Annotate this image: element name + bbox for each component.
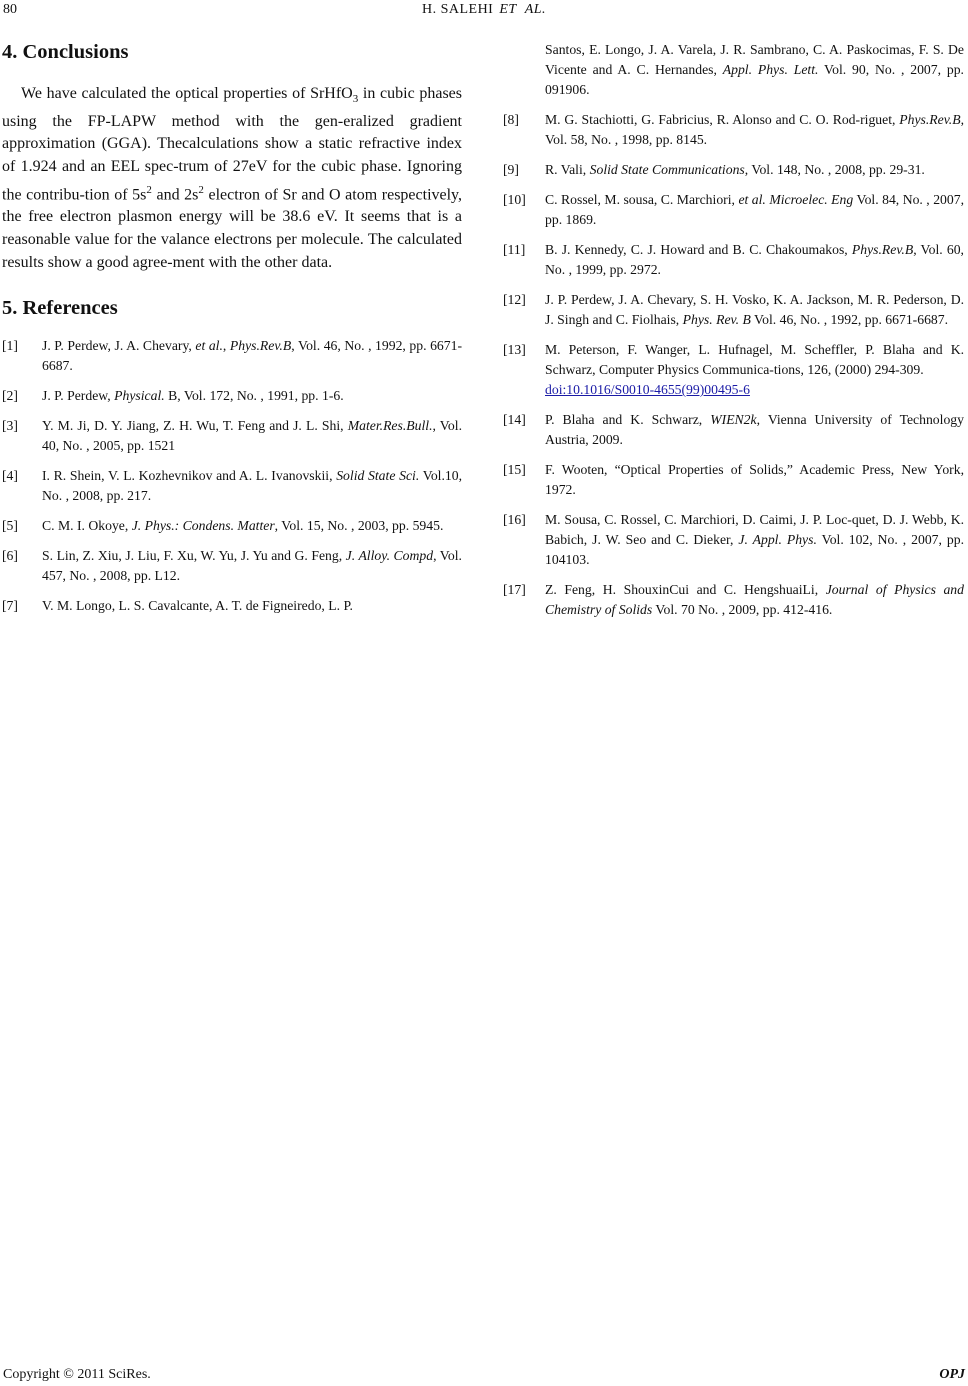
- reference-text: Vol. 102, No. , 2007, pp. 104103.: [545, 532, 964, 567]
- reference-text: Vol. 46, No. , 1992, pp. 6671-6687.: [750, 312, 949, 327]
- reference-italic: et al.: [195, 338, 223, 354]
- reference-item-continuation: [503, 40, 964, 100]
- conclusions-text-1: We have calculated the optical properties of SrHfO: [21, 85, 353, 102]
- reference-item: [503, 290, 964, 330]
- right-column: [503, 40, 964, 630]
- reference-text: B, Vol. 172, No. , 1991, pp. 1-6.: [164, 388, 344, 404]
- reference-text: Vol.10, No. , 2008, pp. 217.: [42, 468, 462, 504]
- reference-item: [503, 110, 964, 150]
- reference-number: [4]: [2, 468, 18, 484]
- reference-journal: Phys.Rev.B: [899, 112, 961, 127]
- reference-journal: J. Phys.: Condens. Matter: [131, 518, 275, 534]
- reference-text: P. Blaha and K. Schwarz,: [545, 412, 711, 427]
- reference-text: J. P. Perdew, J. A. Chevary, S. H. Vosko, K. A. Jackson, M. R. Pederson, D. J. Singh and C. Fiolhais,: [545, 292, 964, 327]
- conclusions-text-4: electron of Sr and O atom respectively, the free electron plasmon energy will be 38.6 eV. It seems that is a reasonable value for the valance electrons per molecule. The calculated results show a good agree-ment with the other data.: [2, 185, 463, 271]
- page-header: [3, 2, 965, 24]
- reference-item: [503, 340, 964, 400]
- reference-text: J. P. Perdew,: [42, 388, 115, 404]
- journal-abbreviation: OPJ: [939, 1367, 965, 1382]
- reference-text: Z. Feng, H. ShouxinCui and C. HengshuaiLi,: [545, 582, 826, 597]
- reference-text: Y. M. Ji, D. Y. Jiang, Z. H. Wu, T. Feng and J. L. Shi,: [42, 418, 348, 434]
- reference-journal: Phys.Rev.B: [229, 338, 292, 354]
- reference-journal: Solid State Sci.: [336, 468, 420, 484]
- reference-text: M. G. Stachiotti, G. Fabricius, R. Alonso and C. O. Rod-riguet,: [545, 112, 900, 127]
- conclusions-superscript-2: 2: [198, 183, 204, 196]
- conclusions-heading: 4. Conclusions: [2, 41, 129, 63]
- reference-journal: Phys. Rev. B: [682, 312, 751, 327]
- reference-text: , Vol. 60, No. , 1999, pp. 2972.: [545, 242, 964, 277]
- references-heading: 5. References: [2, 297, 118, 320]
- reference-text: R. Vali,: [545, 162, 590, 177]
- conclusions-superscript-1: 2: [146, 183, 152, 196]
- reference-text: , Vol. 457, No. , 2008, pp. L12.: [42, 548, 462, 584]
- reference-item: [2, 516, 462, 536]
- reference-text: I. R. Shein, V. L. Kozhevnikov and A. L. Ivanovskii,: [42, 468, 337, 484]
- reference-number: [12]: [503, 292, 526, 307]
- reference-number: [6]: [2, 548, 18, 564]
- reference-item: [2, 596, 462, 616]
- reference-item: [503, 410, 964, 450]
- reference-text: , Vol. 40, No. , 2005, pp. 1521: [42, 418, 462, 454]
- reference-item: [503, 460, 964, 500]
- reference-item: [2, 386, 462, 406]
- running-head-author: H. SALEHI: [421, 2, 494, 17]
- reference-item: [503, 240, 964, 280]
- reference-text: M. Peterson, F. Wanger, L. Hufnagel, M. Scheffler, P. Blaha and K. Schwarz, Computer Physics Communica-tions, 126, (2000) 294-309.: [545, 342, 964, 377]
- doi-link[interactable]: doi:10.1016/S0010-4655(99)00495-6: [545, 382, 750, 397]
- reference-text: V. M. Longo, L. S. Cavalcante, A. T. de Figneiredo, L. P.: [42, 598, 353, 614]
- conclusions-text-2: in cubic phases using the FP-LAPW method with the gen-eralized gradient approximation (GGA). Thecalculations show a static refractive index of 1.924 and an EEL spec-trum of 27eV for the cubic phase. Ignoring the contribu-tion of 5s: [2, 85, 462, 203]
- reference-number: [7]: [2, 598, 18, 614]
- reference-item: [503, 160, 964, 180]
- reference-journal: Phys.Rev.B: [851, 242, 914, 257]
- reference-number: [15]: [503, 462, 526, 477]
- reference-number: [8]: [503, 112, 519, 127]
- reference-number: [17]: [503, 582, 526, 597]
- reference-text: , Vol. 148, No. , 2008, pp. 29-31.: [744, 162, 925, 177]
- reference-journal: J. Alloy. Compd: [345, 548, 434, 564]
- reference-italic: WIEN2k: [710, 412, 757, 427]
- reference-number: [2]: [2, 388, 18, 404]
- conclusions-paragraph: [2, 83, 462, 274]
- reference-journal: Physical.: [114, 388, 165, 404]
- conclusions-text-3: and 2s: [151, 185, 199, 203]
- reference-text: C. M. I. Okoye,: [42, 518, 132, 534]
- reference-text: Santos, E. Longo, J. A. Varela, J. R. Sambrano, C. A. Paskocimas, F. S. De Vicente and A. C. Hernandes,: [545, 42, 964, 77]
- reference-item: [503, 580, 964, 620]
- reference-item: [2, 466, 462, 506]
- left-column: [2, 38, 462, 626]
- reference-item: [503, 510, 964, 570]
- reference-item: [2, 546, 462, 586]
- reference-text: J. P. Perdew, J. A. Chevary,: [42, 338, 196, 354]
- reference-number: [10]: [503, 192, 526, 207]
- reference-journal: J. Appl. Phys.: [738, 532, 817, 547]
- reference-text: , Vol. 15, No. , 2003, pp. 5945.: [274, 518, 444, 534]
- reference-journal: Journal of Physics and Chemistry of Solids: [545, 582, 964, 617]
- reference-text: S. Lin, Z. Xiu, J. Liu, F. Xu, W. Yu, J. Yu and G. Feng,: [42, 548, 346, 564]
- reference-number: [13]: [503, 342, 526, 357]
- reference-journal: Appl. Phys. Lett.: [722, 62, 819, 77]
- reference-text: F. Wooten, “Optical Properties of Solids,” Academic Press, New York, 1972.: [545, 462, 964, 497]
- reference-journal: Mater.Res.Bull.: [347, 418, 433, 434]
- running-head-al: AL.: [524, 2, 547, 17]
- reference-list-left: [2, 336, 462, 616]
- reference-number: [9]: [503, 162, 519, 177]
- reference-text: M. Sousa, C. Rossel, C. Marchiori, D. Caimi, J. P. Loc-quet, D. J. Webb, K. Babich, J. W. Seo and C. Dieker,: [545, 512, 964, 547]
- reference-item: [2, 336, 462, 376]
- reference-number: [14]: [503, 412, 526, 427]
- reference-journal: et al. Microelec. Eng: [738, 192, 854, 207]
- reference-text: C. Rossel, M. sousa, C. Marchiori,: [545, 192, 739, 207]
- reference-number: [5]: [2, 518, 18, 534]
- reference-text: , Vol. 58, No. , 1998, pp. 8145.: [545, 112, 964, 147]
- reference-item: [2, 416, 462, 456]
- reference-text: , Vol. 46, No. , 1992, pp. 6671-6687.: [42, 338, 463, 374]
- reference-item: [503, 190, 964, 230]
- reference-number: [3]: [2, 418, 18, 434]
- running-head: [3, 2, 965, 18]
- copyright-notice: Copyright © 2011 SciRes.: [3, 1367, 151, 1382]
- reference-text: B. J. Kennedy, C. J. Howard and B. C. Chakoumakos,: [545, 242, 852, 257]
- reference-journal: Solid State Communications: [589, 162, 745, 177]
- reference-text: Vol. 84, No. , 2007, pp. 1869.: [545, 192, 964, 227]
- running-head-et: ET: [499, 2, 517, 17]
- reference-number: [11]: [503, 242, 526, 257]
- reference-text: , Vienna University of Technology Austria, 2009.: [545, 412, 964, 447]
- reference-number: [1]: [2, 338, 18, 354]
- reference-text: Vol. 90, No. , 2007, pp. 091906.: [545, 62, 964, 97]
- reference-number: [16]: [503, 512, 526, 527]
- reference-text: Vol. 70 No. , 2009, pp. 412-416.: [652, 602, 833, 617]
- page-number: 80: [3, 2, 17, 17]
- conclusions-subscript: 3: [352, 93, 359, 106]
- reference-text: ,: [222, 338, 230, 354]
